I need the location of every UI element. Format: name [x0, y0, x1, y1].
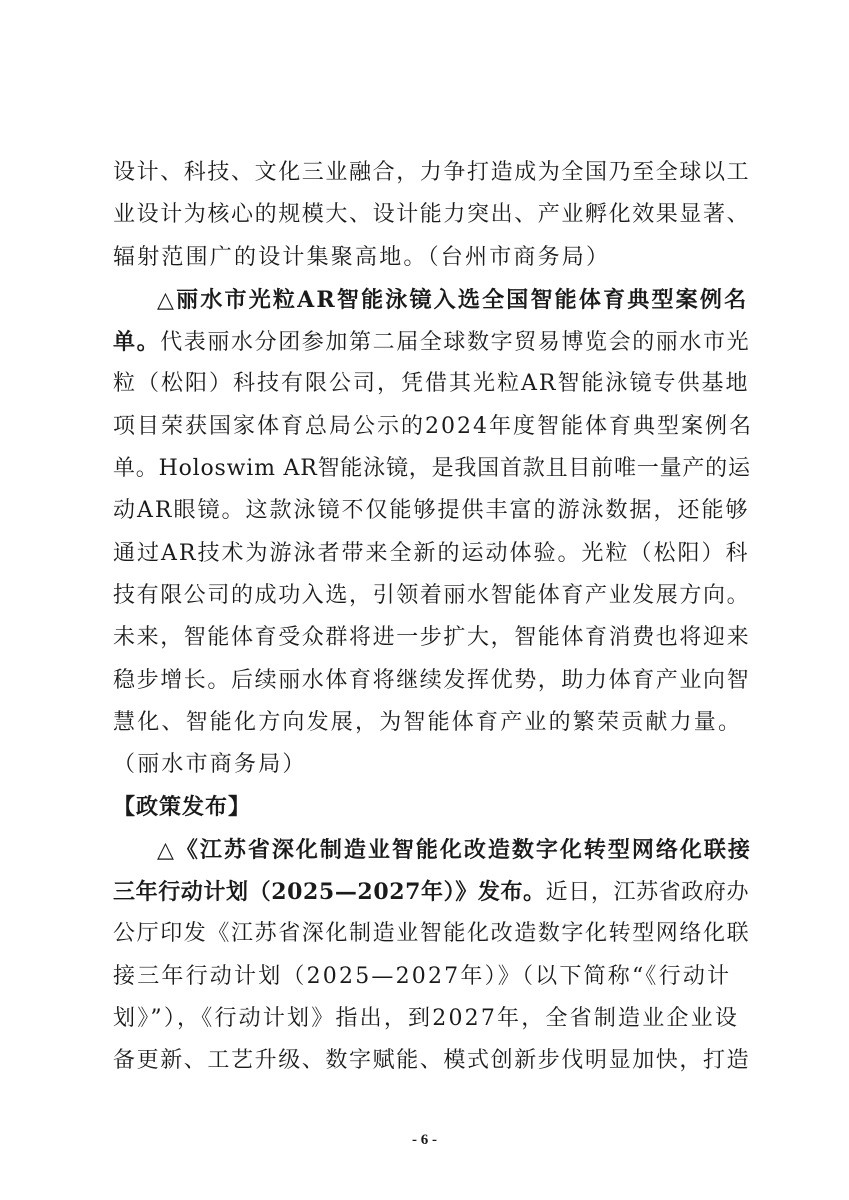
- text-line: [113, 321, 753, 363]
- text-line: 单。Holoswim AR智能泳镜，是我国首款且目前唯一量产的运: [113, 456, 751, 482]
- news-headline: 三年行动计划（2025—2027年）》发布。: [113, 879, 546, 906]
- document-body: [113, 152, 753, 1083]
- text-line: 备更新、工艺升级、数字赋能、模式创新步伐明显加快，打造: [113, 1048, 751, 1074]
- text-line: 业设计为核心的规模大、设计能力突出、产业孵化效果显著、: [113, 202, 751, 228]
- text-line: 稳步增长。后续丽水体育将继续发挥优势，助力体育产业向智: [113, 667, 751, 693]
- news-headline: △《江苏省深化制造业智能化改造数字化转型网络化联接: [157, 836, 752, 863]
- text-line: 技有限公司的成功入选，引领着丽水智能体育产业发展方向。: [113, 582, 751, 608]
- text-line: 粒（松阳）科技有限公司，凭借其光粒AR智能泳镜专供基地: [113, 371, 750, 397]
- text-line: 划》”），《行动计划》指出，到2027年，全省制造业企业设: [113, 1005, 740, 1031]
- text-line: [113, 279, 753, 321]
- text-line: [113, 829, 753, 871]
- section-heading: 【政策发布】: [113, 794, 252, 821]
- text-line: 公厅印发《江苏省深化制造业智能化改造数字化转型网络化联: [113, 921, 751, 947]
- text-line: [113, 871, 753, 913]
- text-line: （丽水市商务局）: [113, 752, 307, 778]
- text-line: 通过AR技术为游泳者带来全新的运动体验。光粒（松阳）科: [113, 540, 750, 566]
- text-line: 未来，智能体育受众群将进一步扩大，智能体育消费也将迎来: [113, 625, 751, 651]
- text-span: 代表丽水分团参加第二届全球数字贸易博览会的丽水市光: [160, 330, 751, 356]
- text-line: 慧化、智能化方向发展，为智能体育产业的繁荣贡献力量。: [113, 709, 743, 735]
- text-line: 设计、科技、文化三业融合，力争打造成为全国乃至全球以工: [113, 160, 751, 185]
- text-line: 接三年行动计划（2025—2027年）》（以下简称“《行动计: [113, 963, 732, 989]
- page-number: - 6 -: [412, 1132, 437, 1148]
- news-headline: △丽水市光粒AR智能泳镜入选全国智能体育典型案例名: [157, 286, 749, 313]
- text-line: 项目荣获国家体育总局公示的2024年度智能体育典型案例名: [113, 413, 753, 439]
- text-span: 近日，江苏省政府办: [545, 880, 750, 906]
- text-line: 动AR眼镜。这款泳镜不仅能够提供丰富的游泳数据，还能够: [113, 498, 750, 524]
- news-headline: 单。: [113, 329, 161, 356]
- text-line: 辐射范围广的设计集聚高地。（台州市商务局）: [113, 244, 611, 270]
